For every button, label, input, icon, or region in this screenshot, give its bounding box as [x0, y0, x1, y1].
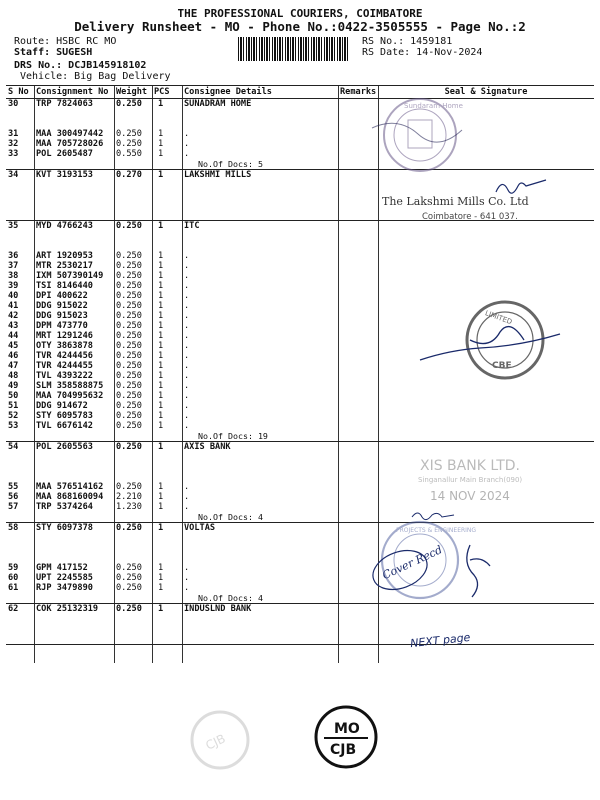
cell-wt: 0.250 [116, 139, 142, 149]
cell-pcs: 1 [158, 139, 164, 149]
cell-consignee: . [184, 482, 190, 492]
cell-cno: MYD 4766243 [36, 221, 93, 231]
cell-sno: 59 [8, 563, 19, 573]
cell-wt: 0.250 [116, 573, 142, 583]
col-consignee: Consignee Details [182, 86, 338, 99]
cell-wt: 0.250 [116, 401, 142, 411]
cell-pcs: 1 [158, 301, 164, 311]
cell-wt: 0.250 [116, 411, 142, 421]
cell-sno: 34 [8, 170, 19, 180]
cell-sno: 46 [8, 351, 19, 361]
col-sno: S No [6, 86, 34, 99]
cell-pcs: 1 [158, 502, 164, 512]
cell-cno: TVL 6676142 [36, 421, 93, 431]
cell-wt: 0.250 [116, 129, 142, 139]
vehicle-label: Vehicle: Big Bag Delivery [20, 71, 171, 82]
cell-consignee: . [184, 281, 190, 291]
cell-pcs: 1 [158, 523, 164, 533]
cell-cno: IXM 507390149 [36, 271, 104, 281]
axis-stamp-line2: Singanallur Main Branch(090) [418, 476, 523, 484]
cell-wt: 0.250 [116, 301, 142, 311]
cell-pcs: 1 [158, 321, 164, 331]
cell-pcs: 1 [158, 129, 164, 139]
cell-wt: 0.250 [116, 482, 142, 492]
cell-cno: COK 25132319 [36, 604, 99, 614]
sundaram-stamp [384, 99, 463, 171]
cell-pcs: 1 [158, 573, 164, 583]
cell-wt: 0.250 [116, 604, 142, 614]
cell-wt: 0.250 [116, 341, 142, 351]
cell-consignee: . [184, 391, 190, 401]
cell-cno: DDG 915023 [36, 311, 88, 321]
cell-consignee: . [184, 321, 190, 331]
cell-sno: 53 [8, 421, 19, 431]
cell-consignee: ITC [184, 221, 200, 231]
axis-stamp-line1: XIS BANK LTD. [420, 458, 520, 474]
drs-number: DRS No.: DCJB145918102 [14, 60, 147, 71]
cell-consignee: . [184, 573, 190, 583]
cell-sno: 39 [8, 281, 19, 291]
cell-cno: POL 2605487 [36, 149, 93, 159]
cell-consignee: AXIS BANK [184, 442, 231, 452]
cell-pcs: 1 [158, 411, 164, 421]
cell-pcs: 1 [158, 381, 164, 391]
cell-wt: 2.210 [116, 492, 142, 502]
cell-wt: 0.250 [116, 321, 142, 331]
cell-consignee: . [184, 301, 190, 311]
cell-consignee: . [184, 563, 190, 573]
cell-sno: 48 [8, 371, 19, 381]
cell-pcs: 1 [158, 170, 164, 180]
cell-cno: GPM 417152 [36, 563, 88, 573]
cell-sno: 32 [8, 139, 19, 149]
lakshmi-stamp-line1: The Lakshmi Mills Co. Ltd [382, 195, 529, 208]
cell-wt: 0.250 [116, 421, 142, 431]
cell-pcs: 1 [158, 291, 164, 301]
doc-count: No.Of Docs: 5 [182, 159, 338, 170]
cell-sno: 61 [8, 583, 19, 593]
cell-cno: DDG 915022 [36, 301, 88, 311]
cell-cno: RJP 3479890 [36, 583, 93, 593]
cell-sno: 56 [8, 492, 19, 502]
cell-wt: 0.250 [116, 351, 142, 361]
cell-wt: 0.250 [116, 281, 142, 291]
cbe-stamp [467, 302, 543, 378]
cell-pcs: 1 [158, 261, 164, 271]
cell-wt: 0.250 [116, 251, 142, 261]
cell-pcs: 1 [158, 341, 164, 351]
cell-consignee: . [184, 139, 190, 149]
cell-sno: 52 [8, 411, 19, 421]
cell-wt: 0.250 [116, 381, 142, 391]
cell-wt: 0.250 [116, 563, 142, 573]
cell-pcs: 1 [158, 221, 164, 231]
cell-cno: MRT 1291246 [36, 331, 93, 341]
cell-consignee: . [184, 311, 190, 321]
cell-wt: 1.230 [116, 502, 142, 512]
cell-wt: 0.250 [116, 391, 142, 401]
doc-count: No.Of Docs: 19 [182, 431, 338, 442]
cell-cno: TVR 4244456 [36, 351, 93, 361]
cell-sno: 45 [8, 341, 19, 351]
cell-cno: STY 6095783 [36, 411, 93, 421]
cell-wt: 0.250 [116, 311, 142, 321]
cell-pcs: 1 [158, 391, 164, 401]
axis-stamp-date: 14 NOV 2024 [430, 489, 510, 503]
mo-stamp-bottom: CJB [330, 742, 357, 758]
cell-wt: 0.250 [116, 99, 142, 109]
cell-pcs: 1 [158, 251, 164, 261]
route-label: Route: HSBC RC MO [14, 36, 117, 47]
cell-sno: 44 [8, 331, 19, 341]
cell-consignee: . [184, 271, 190, 281]
cell-sno: 55 [8, 482, 19, 492]
cell-sno: 58 [8, 523, 19, 533]
cell-pcs: 1 [158, 604, 164, 614]
cell-cno: TRP 5374264 [36, 502, 93, 512]
cell-cno: DPM 473770 [36, 321, 88, 331]
cell-cno: ART 1920953 [36, 251, 93, 261]
faint-stamp [192, 712, 248, 768]
cell-wt: 0.250 [116, 291, 142, 301]
cell-sno: 37 [8, 261, 19, 271]
cell-consignee: . [184, 149, 190, 159]
cell-consignee: SUNADRAM HOME [184, 99, 252, 109]
cell-sno: 62 [8, 604, 19, 614]
cell-sno: 57 [8, 502, 19, 512]
cell-consignee: . [184, 502, 190, 512]
col-remarks: Remarks [340, 87, 377, 97]
cell-wt: 0.250 [116, 583, 142, 593]
cell-sno: 43 [8, 321, 19, 331]
cell-pcs: 1 [158, 492, 164, 502]
cell-consignee: . [184, 361, 190, 371]
next-page-note: NEXT page [409, 630, 471, 651]
cell-consignee: VOLTAS [184, 523, 216, 533]
cell-consignee: . [184, 401, 190, 411]
cell-sno: 40 [8, 291, 19, 301]
sundaram-stamp-text: Sundaram Home [404, 102, 463, 110]
cell-consignee: . [184, 421, 190, 431]
cell-wt: 0.550 [116, 149, 142, 159]
cell-pcs: 1 [158, 311, 164, 321]
cell-pcs: 1 [158, 442, 164, 452]
cell-sno: 49 [8, 381, 19, 391]
cell-consignee: . [184, 411, 190, 421]
doc-count: No.Of Docs: 4 [182, 593, 338, 604]
cell-sno: 31 [8, 129, 19, 139]
cell-pcs: 1 [158, 401, 164, 411]
cell-cno: MAA 704995632 [36, 391, 104, 401]
col-consignment: Consignment No [34, 86, 114, 99]
cell-wt: 0.250 [116, 271, 142, 281]
voltas-signature: Cover Recd [380, 543, 445, 583]
cell-wt: 0.250 [116, 331, 142, 341]
cell-pcs: 1 [158, 482, 164, 492]
cell-sno: 50 [8, 391, 19, 401]
cell-cno: OTY 3863878 [36, 341, 93, 351]
cell-sno: 47 [8, 361, 19, 371]
cbe-stamp-top: LIMITED [483, 309, 514, 327]
cell-consignee: . [184, 351, 190, 361]
lakshmi-stamp-line2: Coimbatore - 641 037. [422, 212, 518, 222]
cell-cno: STY 6097378 [36, 523, 93, 533]
cell-consignee: . [184, 129, 190, 139]
cell-pcs: 1 [158, 271, 164, 281]
cell-sno: 42 [8, 311, 19, 321]
cell-consignee: LAKSHMI MILLS [184, 170, 252, 180]
cell-cno: TVR 4244455 [36, 361, 93, 371]
cell-pcs: 1 [158, 371, 164, 381]
cell-cno: TRP 7824063 [36, 99, 93, 109]
cell-wt: 0.250 [116, 523, 142, 533]
cell-sno: 30 [8, 99, 19, 109]
cell-consignee: . [184, 583, 190, 593]
cell-pcs: 1 [158, 563, 164, 573]
cell-pcs: 1 [158, 421, 164, 431]
cell-cno: MAA 868160094 [36, 492, 104, 502]
cell-wt: 0.270 [116, 170, 142, 180]
cell-cno: UPT 2245585 [36, 573, 93, 583]
cbe-stamp-bottom: CBE [492, 361, 512, 371]
cell-cno: MTR 2530217 [36, 261, 93, 271]
cell-cno: TVL 4393222 [36, 371, 93, 381]
cell-cno: MAA 300497442 [36, 129, 104, 139]
cell-wt: 0.250 [116, 361, 142, 371]
cell-sno: 51 [8, 401, 19, 411]
rs-number: RS No.: 1459181 [362, 36, 453, 47]
cell-sno: 36 [8, 251, 19, 261]
cell-cno: MAA 576514162 [36, 482, 104, 492]
cell-wt: 0.250 [116, 371, 142, 381]
cell-pcs: 1 [158, 99, 164, 109]
cell-consignee: INDUSLND BANK [184, 604, 252, 614]
cell-wt: 0.250 [116, 261, 142, 271]
cell-sno: 33 [8, 149, 19, 159]
cell-cno: KVT 3193153 [36, 170, 93, 180]
cell-sno: 35 [8, 221, 19, 231]
cell-cno: DDG 914672 [36, 401, 88, 411]
cell-pcs: 1 [158, 361, 164, 371]
cell-consignee: . [184, 261, 190, 271]
cell-sno: 54 [8, 442, 19, 452]
cell-sno: 60 [8, 573, 19, 583]
col-pcs: PCS [152, 86, 182, 99]
rs-date: RS Date: 14-Nov-2024 [362, 47, 483, 58]
cell-sno: 38 [8, 271, 19, 281]
cell-pcs: 1 [158, 583, 164, 593]
cell-consignee: . [184, 251, 190, 261]
mo-cjb-stamp [316, 707, 376, 767]
cell-cno: DPI 400622 [36, 291, 88, 301]
cell-consignee: . [184, 291, 190, 301]
voltas-stamp-text: PROJECTS & ENGINEERING [396, 527, 477, 534]
cell-cno: POL 2605563 [36, 442, 93, 452]
cell-pcs: 1 [158, 351, 164, 361]
cell-sno: 41 [8, 301, 19, 311]
cell-wt: 0.250 [116, 221, 142, 231]
axis-bank-stamp [418, 458, 522, 503]
col-seal: Seal & Signature [378, 86, 594, 99]
staff-label: Staff: SUGESH [14, 47, 93, 58]
cell-wt: 0.250 [116, 442, 142, 452]
cell-pcs: 1 [158, 331, 164, 341]
cell-consignee: . [184, 331, 190, 341]
cell-consignee: . [184, 492, 190, 502]
cell-cno: MAA 705728026 [36, 139, 104, 149]
cell-pcs: 1 [158, 149, 164, 159]
faint-stamp-text: CJB [203, 731, 228, 753]
cell-consignee: . [184, 341, 190, 351]
company-name: THE PROFESSIONAL COURIERS, COIMBATORE [177, 7, 423, 20]
cell-consignee: . [184, 381, 190, 391]
cell-cno: SLM 358588875 [36, 381, 104, 391]
runsheet-title: Delivery Runsheet - MO - Phone No.:0422-3505555 - Page No.:2 [74, 19, 526, 34]
cell-pcs: 1 [158, 281, 164, 291]
col-weight: Weight [114, 86, 152, 99]
mo-stamp-top: MO [334, 721, 360, 737]
cell-consignee: . [184, 371, 190, 381]
cell-cno: TSI 8146440 [36, 281, 93, 291]
doc-count: No.Of Docs: 4 [182, 512, 338, 523]
